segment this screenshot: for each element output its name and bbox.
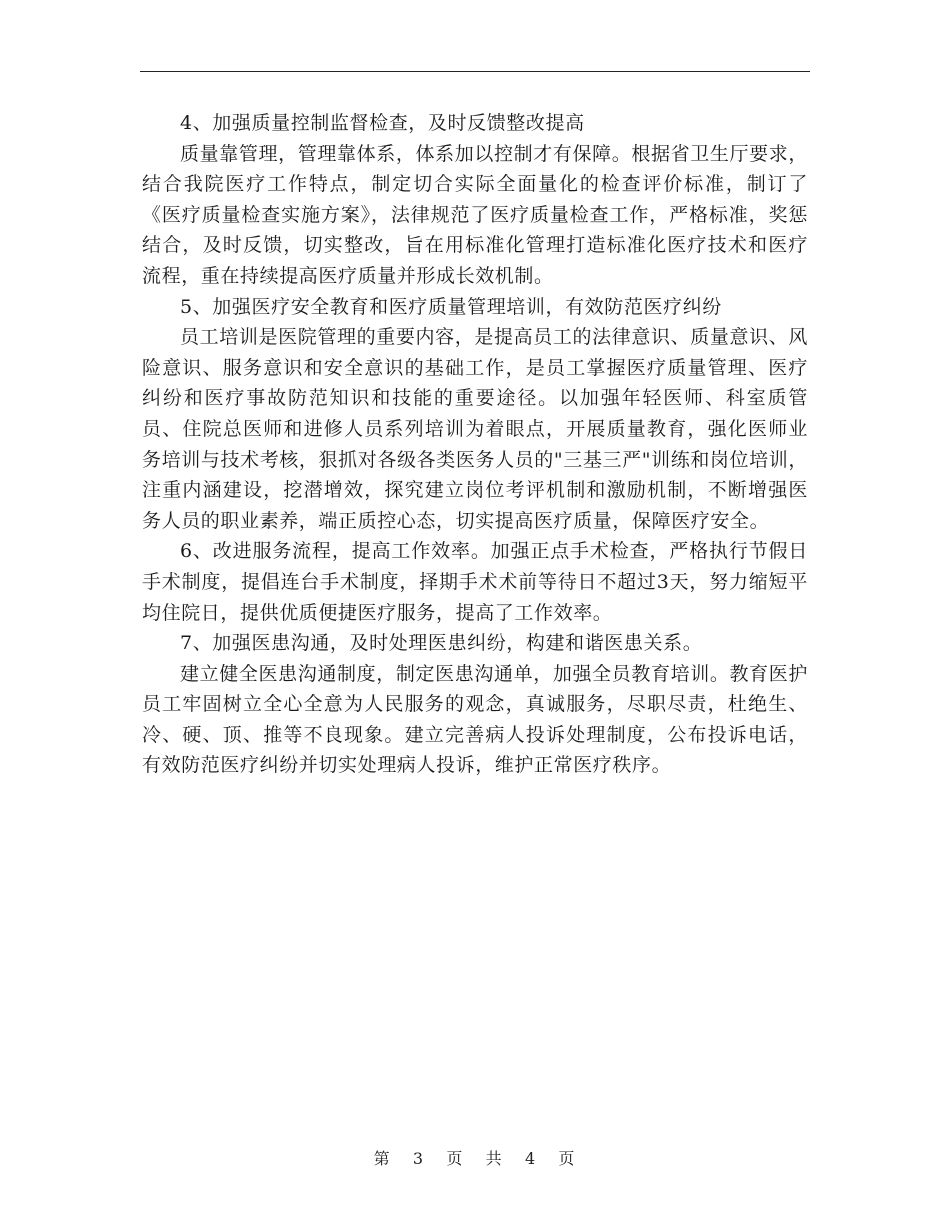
paragraph-heading-5: 5、加强医疗安全教育和医疗质量管理培训，有效防范医疗纠纷 <box>180 295 722 318</box>
document-body <box>142 108 808 781</box>
paragraph-heading-7: 7、加强医患沟通，及时处理医患纠纷，构建和谐医患关系。 <box>180 632 703 655</box>
footer-label-page: 第 <box>373 1149 392 1168</box>
paragraph-body: 质量靠管理，管理靠体系，体系加以控制才有保障。根据省卫生厅要求，结合我院医疗工作特点，制定切合实际全面量化的检查评价标准，制订了《医疗质量检查实施方案》，法律规范了医疗质量检查工作，严格标准，奖惩结合，及时反馈，切实整改，旨在用标准化管理打造标准化医疗技术和医疗流程，重在持续提高医疗质量并形成长效机制。 <box>142 142 808 287</box>
paragraph-body: 员工培训是医院管理的重要内容，是提高员工的法律意识、质量意识、风险意识、服务意识和安全意识的基础工作，是员工掌握医疗质量管理、医疗纠纷和医疗事故防范知识和技能的重要途径。以加强年轻医师、科室质管员、住院总医师和进修人员系列培训为着眼点，开展质量教育，强化医师业务培训与技术考核，狠抓对各级各类医务人员的"三基三严"训练和岗位培训，注重内涵建设，挖潜增效，探究建立岗位考评机制和激励机制，不断增强医务人员的职业素养，端正质控心态，切实提高医疗质量，保障医疗安全。 <box>142 326 808 532</box>
paragraph-body: 建立健全医患沟通制度，制定医患沟通单，加强全员教育培训。教育医护员工牢固树立全心全意为人民服务的观念，真诚服务，尽职尽责，杜绝生、冷、硬、顶、推等不良现象。建立完善病人投诉处理制度，公布投诉电话，有效防范医疗纠纷并切实处理病人投诉，维护正常医疗秩序。 <box>142 662 808 777</box>
footer-current-page: 3 <box>412 1149 426 1168</box>
header-rule <box>140 71 810 72</box>
footer-label-unit-2: 页 <box>558 1149 577 1168</box>
footer-total-pages: 4 <box>524 1149 538 1168</box>
paragraph-heading-4: 4、加强质量控制监督检查，及时反馈整改提高 <box>180 112 585 134</box>
footer-label-unit: 页 <box>446 1149 465 1168</box>
paragraph-heading-6: 6、改进服务流程，提高工作效率。加强正点手术检查，严格执行节假日手术制度，提倡连台手术制度，择期手术术前等待日不超过3天，努力缩短平均住院日，提供优质便捷医疗服务，提高了工作效率。 <box>142 540 808 624</box>
page-footer <box>0 1146 950 1169</box>
footer-label-total: 共 <box>485 1149 504 1168</box>
